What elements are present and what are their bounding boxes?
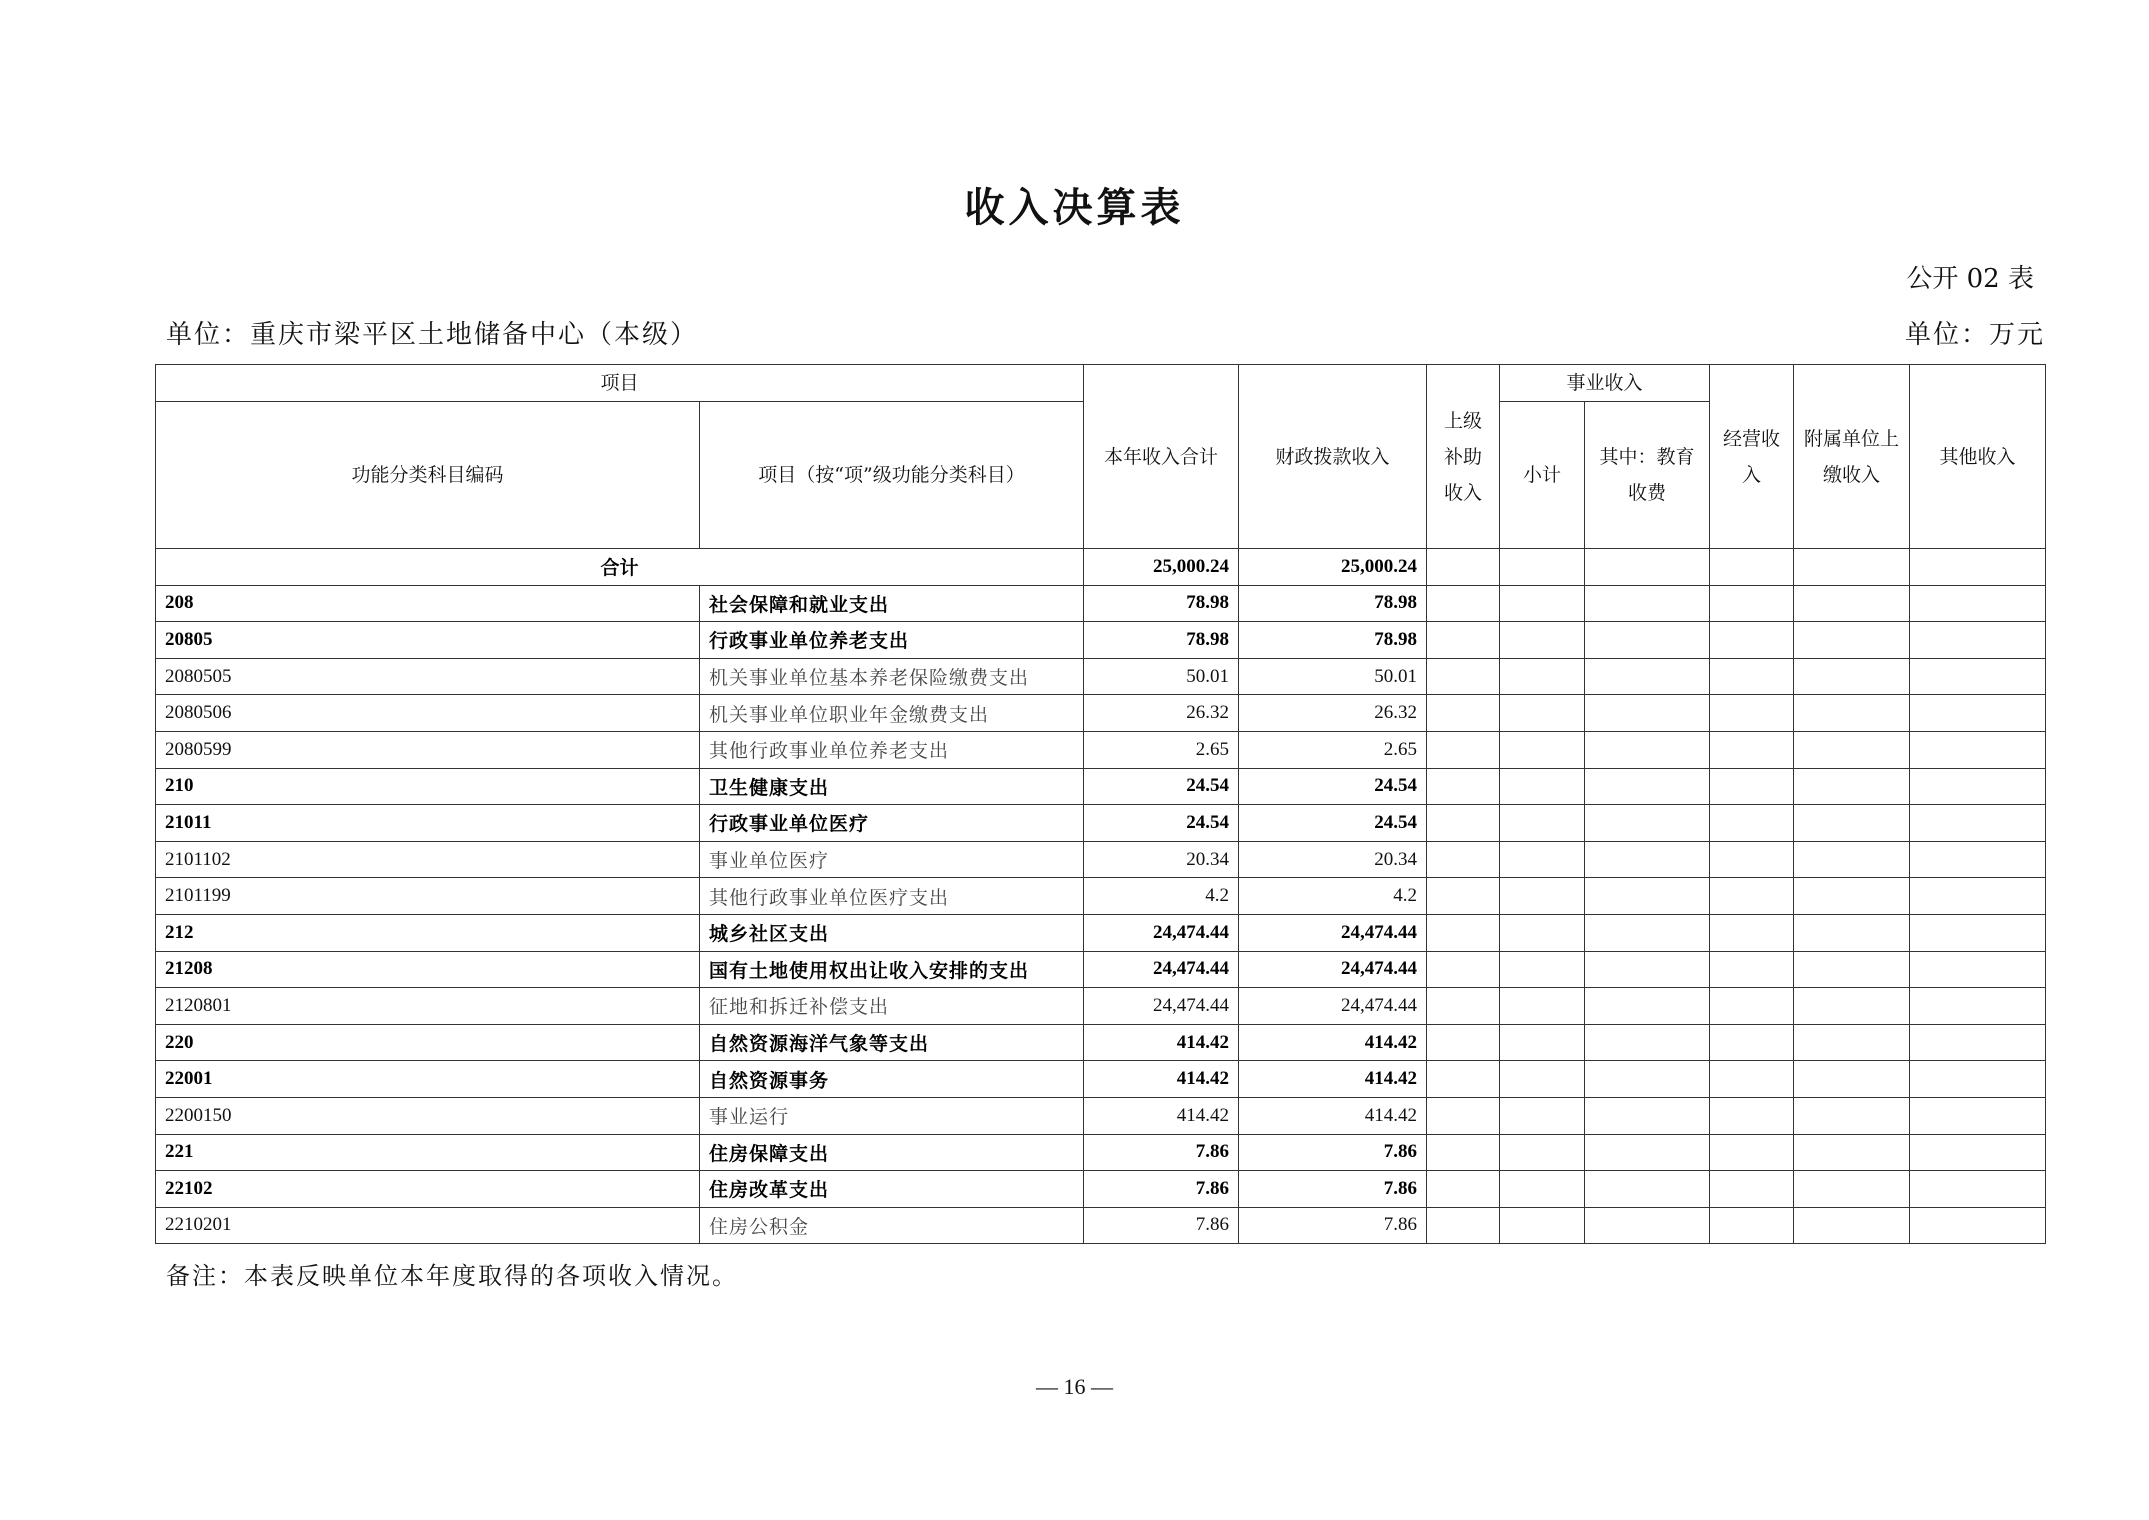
- empty-cell: [1427, 695, 1500, 732]
- empty-cell: [1427, 731, 1500, 768]
- code-cell: 212: [156, 914, 700, 951]
- code-cell: 21208: [156, 951, 700, 988]
- code-cell: 2080505: [156, 658, 700, 695]
- code-cell: 2101102: [156, 841, 700, 878]
- name-cell: 住房保障支出: [700, 1134, 1084, 1171]
- empty-cell: [1427, 622, 1500, 659]
- code-cell: 221: [156, 1134, 700, 1171]
- header-operation-income: 经营收入: [1710, 365, 1794, 549]
- empty-cell: [1910, 1024, 2046, 1061]
- fiscal-income-cell: 7.86: [1239, 1171, 1427, 1208]
- empty-cell: [1585, 878, 1710, 915]
- empty-cell: [1500, 914, 1585, 951]
- total-income-cell: 414.42: [1084, 1061, 1239, 1098]
- empty-cell: [1500, 1207, 1585, 1244]
- empty-cell: [1585, 1097, 1710, 1134]
- name-cell: 行政事业单位养老支出: [700, 622, 1084, 659]
- empty-cell: [1500, 1024, 1585, 1061]
- empty-cell: [1710, 951, 1794, 988]
- empty-cell: [1710, 1207, 1794, 1244]
- code-cell: 208: [156, 585, 700, 622]
- fiscal-income-cell: 24,474.44: [1239, 951, 1427, 988]
- header-fiscal-income: 财政拨款收入: [1239, 365, 1427, 549]
- empty-cell: [1910, 1207, 2046, 1244]
- page-number: — 16 —: [1036, 1374, 1113, 1399]
- empty-cell: [1427, 988, 1500, 1025]
- empty-cell: [1710, 658, 1794, 695]
- total-income-cell: 7.86: [1084, 1134, 1239, 1171]
- empty-cell: [1585, 805, 1710, 842]
- table-row: [156, 1134, 2046, 1171]
- empty-cell: [1427, 805, 1500, 842]
- fiscal-income-cell: 50.01: [1239, 658, 1427, 695]
- empty-cell: [1910, 988, 2046, 1025]
- code-cell: 20805: [156, 622, 700, 659]
- name-cell: 行政事业单位医疗: [700, 805, 1084, 842]
- fiscal-income-cell: 24.54: [1239, 768, 1427, 805]
- total-income-cell: 414.42: [1084, 1024, 1239, 1061]
- empty-cell: [1585, 1061, 1710, 1098]
- header-function-name: 项目（按“项”级功能分类科目）: [700, 402, 1084, 549]
- fiscal-income-cell: 78.98: [1239, 585, 1427, 622]
- name-cell: 其他行政事业单位养老支出: [700, 731, 1084, 768]
- empty-cell: [1794, 1061, 1910, 1098]
- table-row: [156, 951, 2046, 988]
- total-income-cell: 414.42: [1084, 1097, 1239, 1134]
- empty-cell: [1794, 1024, 1910, 1061]
- empty-cell: [1585, 951, 1710, 988]
- empty-cell: [1585, 768, 1710, 805]
- table-row: [156, 731, 2046, 768]
- name-cell: 自然资源事务: [700, 1061, 1084, 1098]
- empty-cell: [1710, 805, 1794, 842]
- empty-cell: [1427, 1171, 1500, 1208]
- empty-cell: [1910, 1171, 2046, 1208]
- empty-cell: [1500, 768, 1585, 805]
- header-affiliated-income: 附属单位上缴收入: [1794, 365, 1910, 549]
- empty-cell: [1710, 1134, 1794, 1171]
- total-income-cell: 24,474.44: [1084, 951, 1239, 988]
- empty-cell: [1500, 841, 1585, 878]
- empty-cell: [1794, 695, 1910, 732]
- empty-cell: [1794, 1097, 1910, 1134]
- empty-cell: [1710, 988, 1794, 1025]
- table-number: 公开 02 表: [1906, 264, 2034, 294]
- name-cell: 城乡社区支出: [700, 914, 1084, 951]
- empty-cell: [1500, 585, 1585, 622]
- empty-cell: [1710, 585, 1794, 622]
- empty-cell: [1427, 768, 1500, 805]
- empty-cell: [1910, 1061, 2046, 1098]
- table-row: [156, 1171, 2046, 1208]
- currency-unit: 单位：万元: [1904, 320, 2045, 350]
- empty-cell: [1910, 731, 2046, 768]
- fiscal-income-cell: 24.54: [1239, 805, 1427, 842]
- empty-cell: [1585, 988, 1710, 1025]
- income-final-accounts-table: [155, 364, 2046, 1244]
- empty-cell: [1794, 658, 1910, 695]
- table-row: [156, 622, 2046, 659]
- header-function-code: 功能分类科目编码: [156, 402, 700, 549]
- total-income-cell: 24,474.44: [1084, 914, 1239, 951]
- name-cell: 自然资源海洋气象等支出: [700, 1024, 1084, 1061]
- empty-cell: [1427, 914, 1500, 951]
- empty-cell: [1910, 1097, 2046, 1134]
- name-cell: 事业运行: [700, 1097, 1084, 1134]
- empty-cell: [1585, 841, 1710, 878]
- empty-cell: [1910, 951, 2046, 988]
- empty-cell: [1585, 585, 1710, 622]
- code-cell: 2200150: [156, 1097, 700, 1134]
- header-business-income: 事业收入: [1500, 365, 1710, 402]
- total-income-cell: 7.86: [1084, 1171, 1239, 1208]
- empty-cell: [1794, 622, 1910, 659]
- empty-cell: [1500, 1171, 1585, 1208]
- empty-cell: [1794, 878, 1910, 915]
- empty-cell: [1585, 622, 1710, 659]
- code-cell: 22102: [156, 1171, 700, 1208]
- empty-cell: [1710, 695, 1794, 732]
- empty-cell: [1710, 731, 1794, 768]
- code-cell: 2080599: [156, 731, 700, 768]
- empty-cell: [1585, 695, 1710, 732]
- fiscal-income-cell: 2.65: [1239, 731, 1427, 768]
- table-row: [156, 695, 2046, 732]
- total-income-cell: 24,474.44: [1084, 988, 1239, 1025]
- fiscal-income-cell: 26.32: [1239, 695, 1427, 732]
- fiscal-income-cell: 78.98: [1239, 622, 1427, 659]
- code-cell: 2101199: [156, 878, 700, 915]
- empty-cell: [1710, 878, 1794, 915]
- total-income-cell: 25,000.24: [1084, 549, 1239, 586]
- table-row: [156, 658, 2046, 695]
- fiscal-income-cell: 4.2: [1239, 878, 1427, 915]
- table-note: 备注：本表反映单位本年度取得的各项收入情况。: [166, 1262, 738, 1290]
- header-project: 项目: [156, 365, 1084, 402]
- table-row: [156, 878, 2046, 915]
- empty-cell: [1710, 622, 1794, 659]
- empty-cell: [1710, 1097, 1794, 1134]
- empty-cell: [1500, 878, 1585, 915]
- total-income-cell: 78.98: [1084, 585, 1239, 622]
- name-cell: 机关事业单位职业年金缴费支出: [700, 695, 1084, 732]
- empty-cell: [1794, 914, 1910, 951]
- empty-cell: [1427, 1097, 1500, 1134]
- empty-cell: [1500, 805, 1585, 842]
- header-superior-subsidy: 上级补助收入: [1427, 365, 1500, 549]
- fiscal-income-cell: 24,474.44: [1239, 914, 1427, 951]
- empty-cell: [1585, 1171, 1710, 1208]
- empty-cell: [1794, 731, 1910, 768]
- empty-cell: [1794, 768, 1910, 805]
- empty-cell: [1710, 1061, 1794, 1098]
- fiscal-income-cell: 7.86: [1239, 1134, 1427, 1171]
- table-row: [156, 841, 2046, 878]
- total-income-cell: 20.34: [1084, 841, 1239, 878]
- empty-cell: [1794, 951, 1910, 988]
- table-row: [156, 1207, 2046, 1244]
- fiscal-income-cell: 24,474.44: [1239, 988, 1427, 1025]
- empty-cell: [1585, 1024, 1710, 1061]
- name-cell: 卫生健康支出: [700, 768, 1084, 805]
- empty-cell: [1910, 695, 2046, 732]
- empty-cell: [1794, 549, 1910, 586]
- empty-cell: [1910, 585, 2046, 622]
- empty-cell: [1427, 1061, 1500, 1098]
- empty-cell: [1427, 1207, 1500, 1244]
- code-cell: 2210201: [156, 1207, 700, 1244]
- empty-cell: [1500, 658, 1585, 695]
- table-row: [156, 1061, 2046, 1098]
- page-title: 收入决算表: [964, 184, 1185, 231]
- empty-cell: [1910, 805, 2046, 842]
- empty-cell: [1427, 1024, 1500, 1061]
- reporting-unit: 单位：重庆市梁平区土地储备中心（本级）: [166, 320, 699, 350]
- empty-cell: [1794, 805, 1910, 842]
- empty-cell: [1585, 658, 1710, 695]
- empty-cell: [1910, 878, 2046, 915]
- name-cell: 国有土地使用权出让收入安排的支出: [700, 951, 1084, 988]
- total-income-cell: 2.65: [1084, 731, 1239, 768]
- empty-cell: [1710, 549, 1794, 586]
- empty-cell: [1500, 731, 1585, 768]
- name-cell: 事业单位医疗: [700, 841, 1084, 878]
- name-cell: 机关事业单位基本养老保险缴费支出: [700, 658, 1084, 695]
- empty-cell: [1585, 731, 1710, 768]
- table-row: [156, 585, 2046, 622]
- table-row: [156, 768, 2046, 805]
- total-fiscal-cell: 25,000.24: [1239, 549, 1427, 586]
- empty-cell: [1910, 622, 2046, 659]
- total-income-cell: 24.54: [1084, 768, 1239, 805]
- name-cell: 社会保障和就业支出: [700, 585, 1084, 622]
- fiscal-income-cell: 20.34: [1239, 841, 1427, 878]
- empty-cell: [1794, 1171, 1910, 1208]
- total-income-cell: 7.86: [1084, 1207, 1239, 1244]
- fiscal-income-cell: 414.42: [1239, 1061, 1427, 1098]
- table-row: [156, 805, 2046, 842]
- empty-cell: [1710, 914, 1794, 951]
- table-row: [156, 914, 2046, 951]
- total-row: [156, 549, 2046, 586]
- empty-cell: [1500, 1061, 1585, 1098]
- empty-cell: [1794, 1207, 1910, 1244]
- empty-cell: [1427, 951, 1500, 988]
- header-other-income: 其他收入: [1910, 365, 2046, 549]
- empty-cell: [1710, 1171, 1794, 1208]
- empty-cell: [1585, 914, 1710, 951]
- code-cell: 21011: [156, 805, 700, 842]
- total-income-cell: 50.01: [1084, 658, 1239, 695]
- empty-cell: [1585, 1134, 1710, 1171]
- name-cell: 住房公积金: [700, 1207, 1084, 1244]
- fiscal-income-cell: 414.42: [1239, 1097, 1427, 1134]
- empty-cell: [1500, 695, 1585, 732]
- total-income-cell: 78.98: [1084, 622, 1239, 659]
- header-total-income: 本年收入合计: [1084, 365, 1239, 549]
- empty-cell: [1427, 658, 1500, 695]
- empty-cell: [1427, 841, 1500, 878]
- table-row: [156, 1097, 2046, 1134]
- empty-cell: [1794, 1134, 1910, 1171]
- name-cell: 其他行政事业单位医疗支出: [700, 878, 1084, 915]
- empty-cell: [1710, 768, 1794, 805]
- empty-cell: [1710, 1024, 1794, 1061]
- empty-cell: [1910, 914, 2046, 951]
- empty-cell: [1500, 951, 1585, 988]
- total-income-cell: 24.54: [1084, 805, 1239, 842]
- empty-cell: [1427, 549, 1500, 586]
- empty-cell: [1500, 549, 1585, 586]
- code-cell: 220: [156, 1024, 700, 1061]
- empty-cell: [1910, 768, 2046, 805]
- empty-cell: [1427, 878, 1500, 915]
- empty-cell: [1794, 841, 1910, 878]
- code-cell: 210: [156, 768, 700, 805]
- total-income-cell: 4.2: [1084, 878, 1239, 915]
- empty-cell: [1794, 988, 1910, 1025]
- empty-cell: [1585, 1207, 1710, 1244]
- name-cell: 住房改革支出: [700, 1171, 1084, 1208]
- empty-cell: [1427, 1134, 1500, 1171]
- name-cell: 征地和拆迁补偿支出: [700, 988, 1084, 1025]
- empty-cell: [1710, 841, 1794, 878]
- fiscal-income-cell: 414.42: [1239, 1024, 1427, 1061]
- empty-cell: [1910, 549, 2046, 586]
- total-label: 合计: [156, 549, 1084, 586]
- total-income-cell: 26.32: [1084, 695, 1239, 732]
- empty-cell: [1500, 1134, 1585, 1171]
- empty-cell: [1910, 1134, 2046, 1171]
- header-education-fee: 其中：教育收费: [1585, 402, 1710, 549]
- empty-cell: [1910, 841, 2046, 878]
- empty-cell: [1585, 549, 1710, 586]
- fiscal-income-cell: 7.86: [1239, 1207, 1427, 1244]
- table-row: [156, 1024, 2046, 1061]
- table-row: [156, 988, 2046, 1025]
- code-cell: 22001: [156, 1061, 700, 1098]
- empty-cell: [1500, 622, 1585, 659]
- empty-cell: [1427, 585, 1500, 622]
- empty-cell: [1500, 988, 1585, 1025]
- empty-cell: [1794, 585, 1910, 622]
- empty-cell: [1910, 658, 2046, 695]
- code-cell: 2120801: [156, 988, 700, 1025]
- header-business-subtotal: 小计: [1500, 402, 1585, 549]
- code-cell: 2080506: [156, 695, 700, 732]
- empty-cell: [1500, 1097, 1585, 1134]
